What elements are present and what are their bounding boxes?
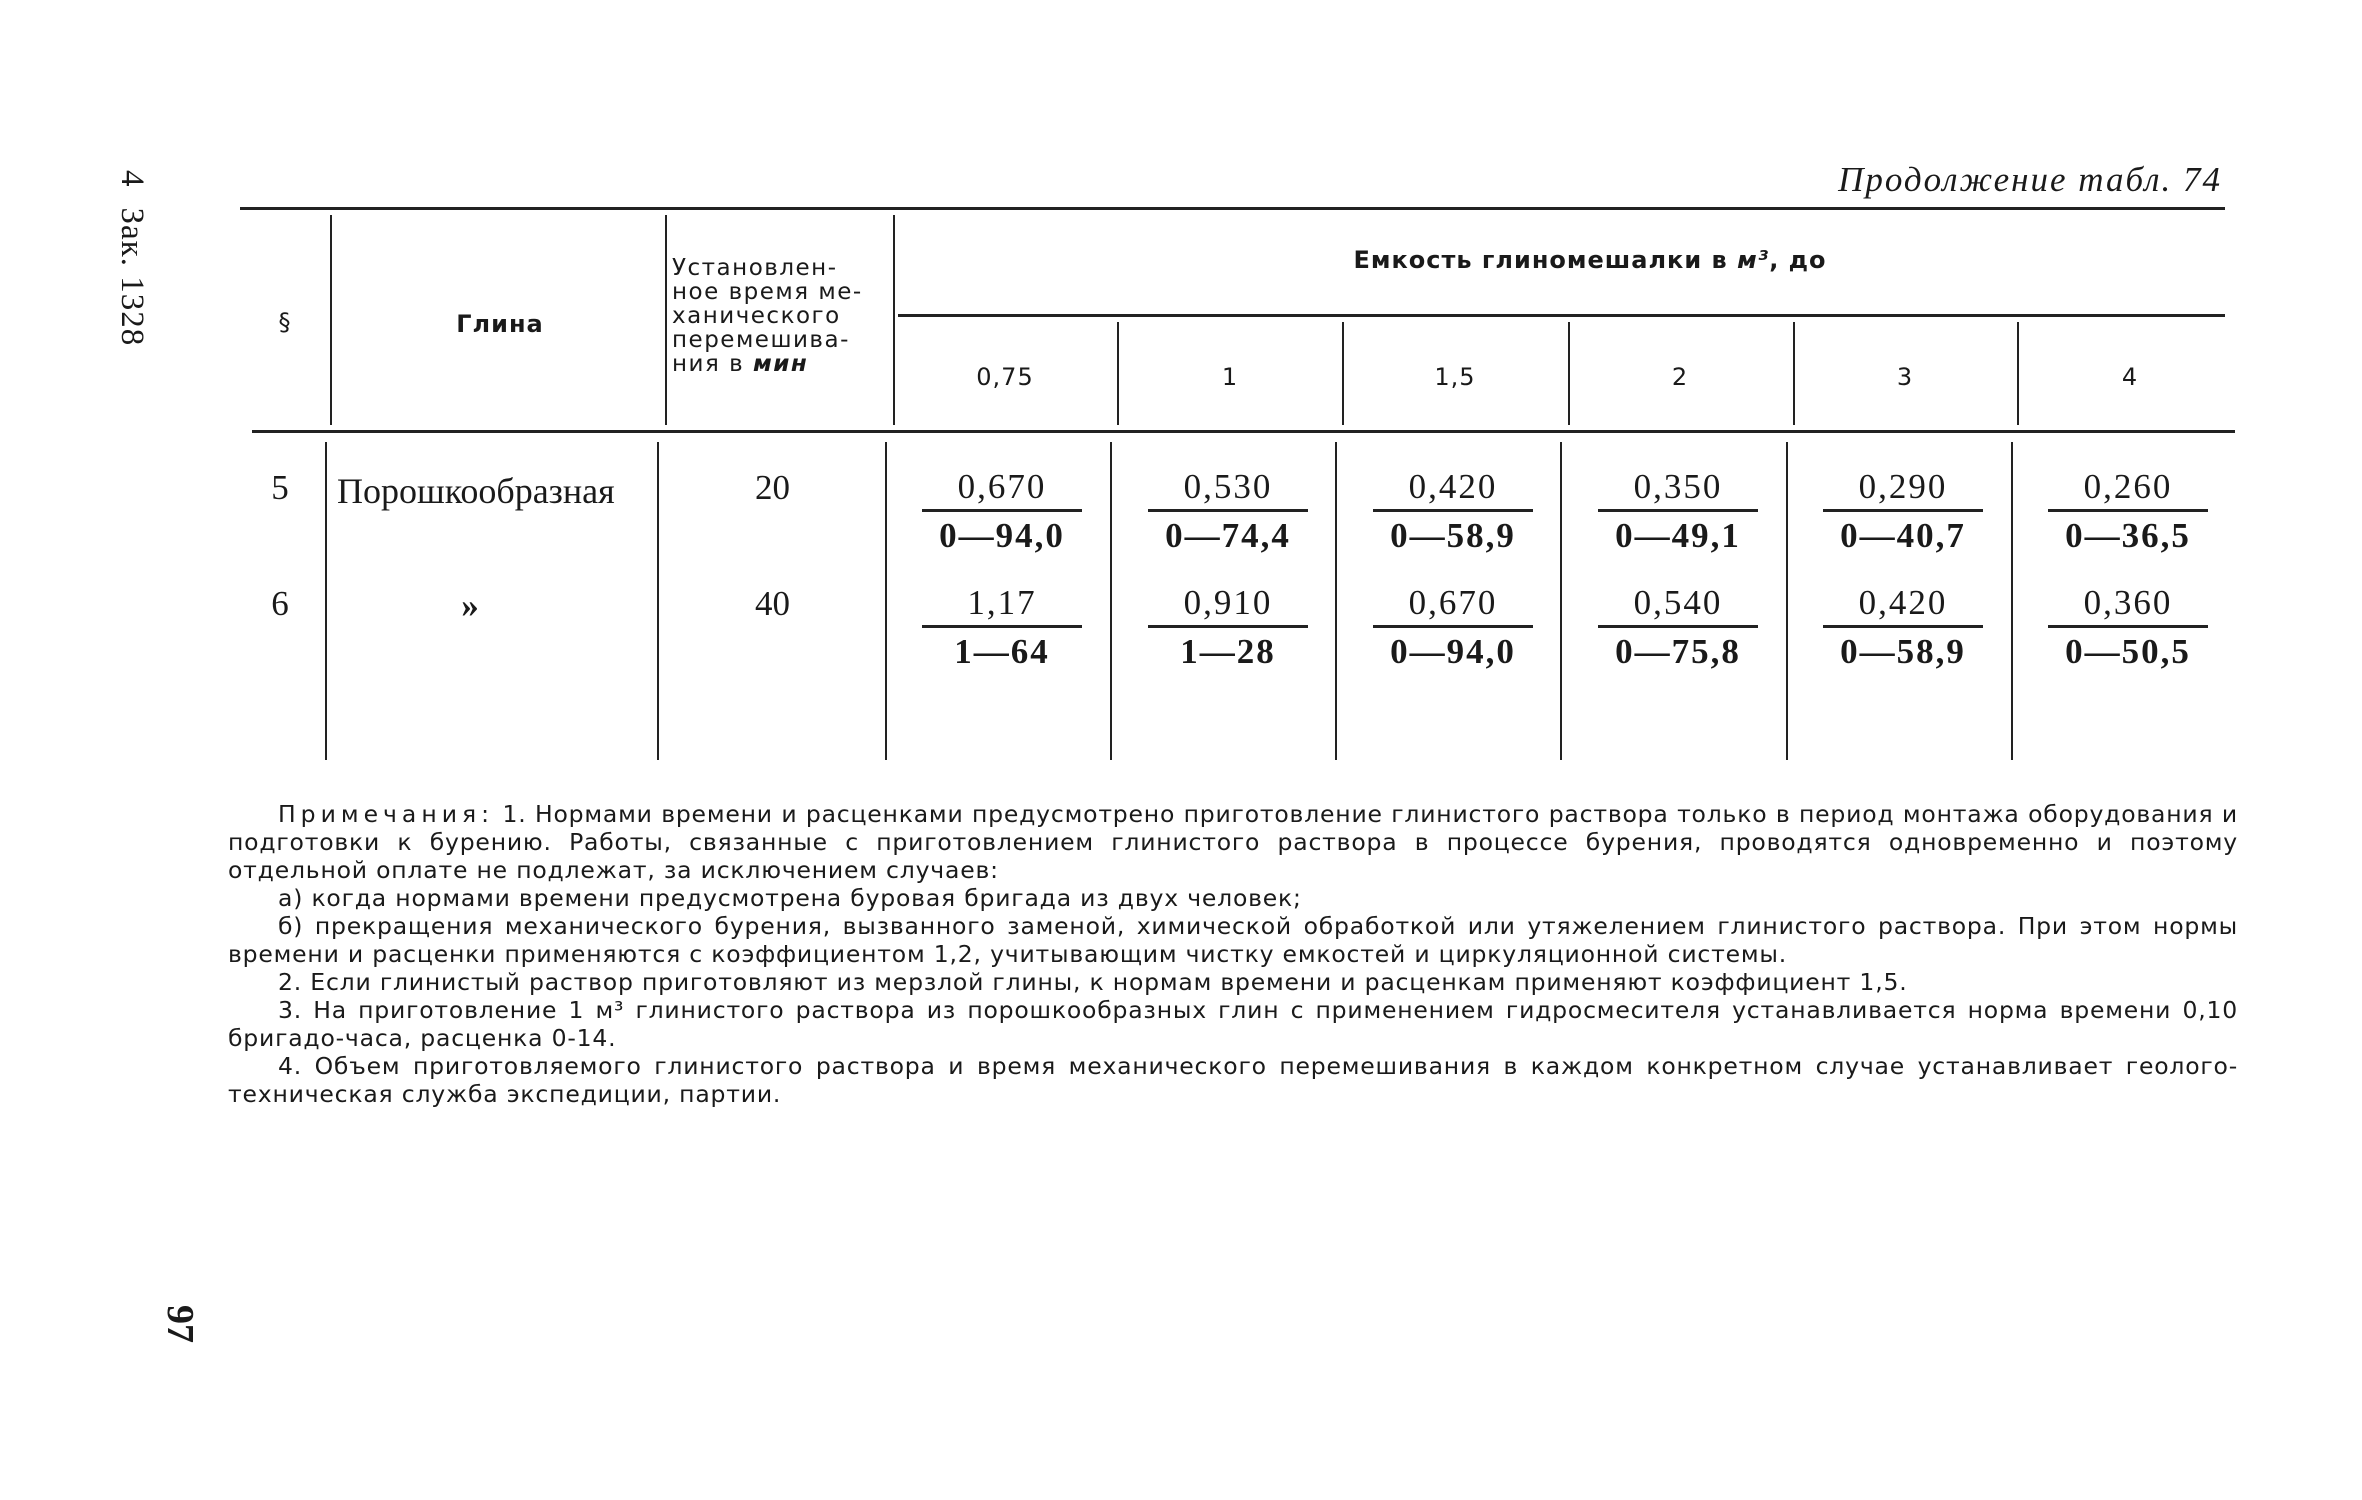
price-rate: 0—74,4 (1165, 516, 1291, 555)
rate-cell (1148, 583, 1308, 672)
body-divider (1560, 442, 1562, 760)
price-rate: 0—36,5 (2065, 516, 2191, 555)
fraction-bar (1148, 625, 1308, 628)
time-norm: 1,17 (967, 583, 1037, 622)
note-1b: б) прекращения механического бурения, вызванного заменой, химической обработкой или утяжелением глинистого раствора. При этом нормы времени и расценки применяются с коэффициентом 1,2, учитывающим чистку емкостей и циркуляционной системы. (228, 912, 2238, 968)
price-rate: 0—75,8 (1615, 632, 1741, 671)
rate-cell (1148, 467, 1308, 556)
fraction-bar (1148, 509, 1308, 512)
header-bottom-rule (252, 430, 2235, 433)
time-norm: 0,420 (1408, 467, 1498, 506)
body-divider (2011, 442, 2013, 760)
row-mixing-time: 40 (755, 584, 790, 623)
fraction-bar (922, 509, 1082, 512)
header-mixing-time-line: ное время ме- (672, 279, 863, 305)
price-rate: 1—64 (954, 632, 1050, 671)
fraction-bar (1823, 625, 1983, 628)
header-mixing-time-line: Установлен- (672, 255, 838, 281)
price-rate: 0—50,5 (2065, 632, 2191, 671)
price-rate: 0—58,9 (1390, 516, 1516, 555)
table-continuation-caption: Продолжение табл. 74 (1838, 160, 2222, 199)
fraction-bar (1598, 625, 1758, 628)
fraction-bar (2048, 509, 2208, 512)
header-capacity-text: Емкость глиномешалки в (1353, 246, 1738, 274)
body-divider (1335, 442, 1337, 760)
time-norm: 0,290 (1858, 467, 1948, 506)
header-capacity-value: 1 (1221, 363, 1239, 391)
row-clay: » (461, 586, 479, 625)
rate-cell (1373, 467, 1533, 556)
price-rate: 0—58,9 (1840, 632, 1966, 671)
price-rate: 0—49,1 (1615, 516, 1741, 555)
header-section: § (278, 308, 292, 336)
body-divider (885, 442, 887, 760)
notes-block (228, 800, 2238, 1108)
rate-cell (1823, 583, 1983, 672)
header-capacity-value: 4 (2121, 363, 2139, 391)
print-order-mark: 4Зак. 1328 (114, 170, 150, 347)
fraction-bar (1373, 625, 1533, 628)
note-3: 3. На приготовление 1 м³ глинистого раствора из порошкообразных глин с применением гидросмесителя устанавливается норма времени 0,10 бригадо-часа, расценка 0-14. (228, 996, 2238, 1052)
header-capacity (1250, 246, 1930, 274)
price-rate: 1—28 (1180, 632, 1276, 671)
rate-cell (1598, 467, 1758, 556)
price-rate: 0—40,7 (1840, 516, 1966, 555)
header-capacity-unit: м³ (1737, 246, 1770, 274)
time-norm: 0,910 (1183, 583, 1273, 622)
fraction-bar (1373, 509, 1533, 512)
header-divider (1117, 322, 1119, 425)
header-divider (2017, 322, 2019, 425)
body-divider (1110, 442, 1112, 760)
header-capacity-value: 2 (1671, 363, 1689, 391)
fraction-bar (1823, 509, 1983, 512)
note-1 (228, 800, 2238, 884)
rate-cell (1373, 583, 1533, 672)
time-norm: 0,540 (1633, 583, 1723, 622)
time-norm: 0,260 (2083, 467, 2173, 506)
notes-label: Примечания: (278, 800, 495, 828)
row-section: 6 (271, 584, 289, 623)
header-clay: Глина (456, 310, 544, 338)
fraction-bar (1598, 509, 1758, 512)
fraction-bar (922, 625, 1082, 628)
note-2: 2. Если глинистый раствор приготовляют из мерзлой глины, к нормам времени и расценкам применяют коэффициент 1,5. (278, 968, 1908, 996)
row-section: 5 (271, 468, 289, 507)
time-norm: 0,350 (1633, 467, 1723, 506)
note-4: 4. Объем приготовляемого глинистого раствора и время механического перемешивания в каждом конкретном случае устанавливает геолого-техническая служба экспедиции, партии. (228, 1052, 2238, 1108)
header-mixing-time-unit: мин (753, 351, 809, 377)
header-mixing-time-line: перемешива- (672, 327, 850, 353)
body-divider (325, 442, 327, 760)
header-capacity-value: 1,5 (1434, 363, 1476, 391)
row-mixing-time: 20 (755, 468, 790, 507)
rate-cell (2048, 467, 2208, 556)
time-norm: 0,420 (1858, 583, 1948, 622)
price-rate: 0—94,0 (1390, 632, 1516, 671)
fraction-bar (2048, 625, 2208, 628)
header-mixing-time (672, 256, 897, 376)
rate-cell (922, 467, 1082, 556)
header-divider (1568, 322, 1570, 425)
body-divider (1786, 442, 1788, 760)
time-norm: 0,670 (1408, 583, 1498, 622)
header-mixing-time-line: ния в (672, 351, 753, 377)
note-1-text: 1. Нормами времени и расценками предусмотрено приготовление глинистого раствора только в период монтажа оборудования и подготовки к бурению. Работы, связанные с приготовлением глинистого раствора в процессе бурения, проводятся одновременно и поэтому отдельной оплате не подлежат, за исключением случаев: (228, 800, 2238, 884)
header-mixing-time-line: ханического (672, 303, 841, 329)
note-1a: а) когда нормами времени предусмотрена буровая бригада из двух человек; (278, 884, 1302, 912)
time-norm: 0,530 (1183, 467, 1273, 506)
header-divider (665, 215, 667, 425)
time-norm: 0,670 (957, 467, 1047, 506)
header-divider (330, 215, 332, 425)
header-capacity-tail: , до (1769, 246, 1827, 274)
header-capacity-value: 0,75 (976, 363, 1034, 391)
header-divider (1342, 322, 1344, 425)
row-clay: Порошкообразная (337, 471, 615, 511)
capacity-subheader-rule (898, 314, 2225, 317)
header-divider (1793, 322, 1795, 425)
header-capacity-value: 3 (1896, 363, 1914, 391)
price-rate: 0—94,0 (939, 516, 1065, 555)
page-number: 97 (159, 1305, 201, 1343)
rate-cell (1598, 583, 1758, 672)
table-top-rule (240, 207, 2225, 210)
rate-cell (2048, 583, 2208, 672)
time-norm: 0,360 (2083, 583, 2173, 622)
rate-cell (922, 583, 1082, 672)
rate-cell (1823, 467, 1983, 556)
